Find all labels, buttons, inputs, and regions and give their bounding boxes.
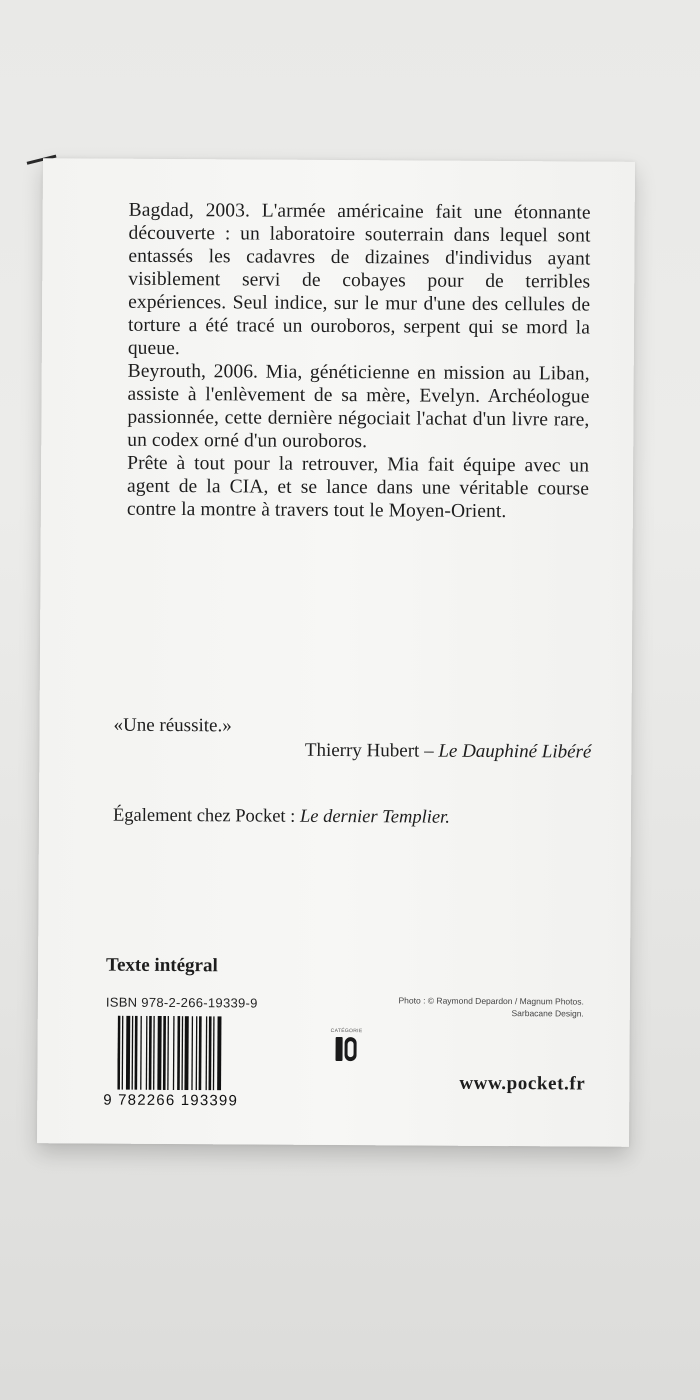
pocket-category-logo-icon [330, 1027, 363, 1084]
photo-credit: Photo : © Raymond Depardon / Magnum Photos. [398, 995, 584, 1007]
review-source [305, 740, 592, 764]
synopsis [127, 199, 591, 524]
barcode [117, 1016, 287, 1091]
review-publication: Le Dauphiné Libéré [438, 740, 592, 763]
website-url: www.pocket.fr [459, 1072, 586, 1095]
synopsis-paragraph-3: Prête à tout pour la retrouver, Mia fait équipe avec un agent de la CIA, et se lance dans une véritable course contre la montre à travers tout le Moyen-Orient. [126, 452, 590, 523]
synopsis-paragraph-2: Beyrouth, 2006. Mia, généticienne en mission au Liban, assiste à l'enlèvement de sa mère, Evelyn. Archéologue passionnée, cette dernière négociait l'achat d'un livre rare, un codex orné d'un ouroboros. [127, 360, 590, 453]
also-title: Le dernier Templier. [299, 806, 450, 828]
logo-mark [331, 1037, 361, 1061]
synopsis-paragraph-1: Bagdad, 2003. L'armée américaine fait une étonnante découverte : un laboratoire souterrain dans lequel sont entassés les cadavres de dizaines d'individus ayant visiblement servi de cobayes pour de terribles expériences. Seul indice, sur le mur d'une des cellules de torture a été tracé un ouroboros, serpent qui se mord la queue. [127, 199, 591, 360]
barcode-digits: 9 782266 193399 [103, 1091, 239, 1110]
also-prefix: Également chez Pocket : [112, 805, 301, 827]
logo-tag: CATÉGORIE [330, 1027, 363, 1035]
also-available [113, 806, 450, 829]
isbn-number: ISBN 978-2-266-19339-9 [105, 994, 258, 1011]
design-credit: Sarbacane Design. [511, 1008, 584, 1019]
review-quote: «Une réussite.» [113, 714, 232, 737]
photo-credits [398, 994, 583, 1019]
review-author: Thierry Hubert [304, 739, 420, 762]
review-dash: – [419, 740, 439, 762]
book-back-cover [37, 158, 635, 1147]
edition-note: Texte intégral [106, 954, 218, 977]
